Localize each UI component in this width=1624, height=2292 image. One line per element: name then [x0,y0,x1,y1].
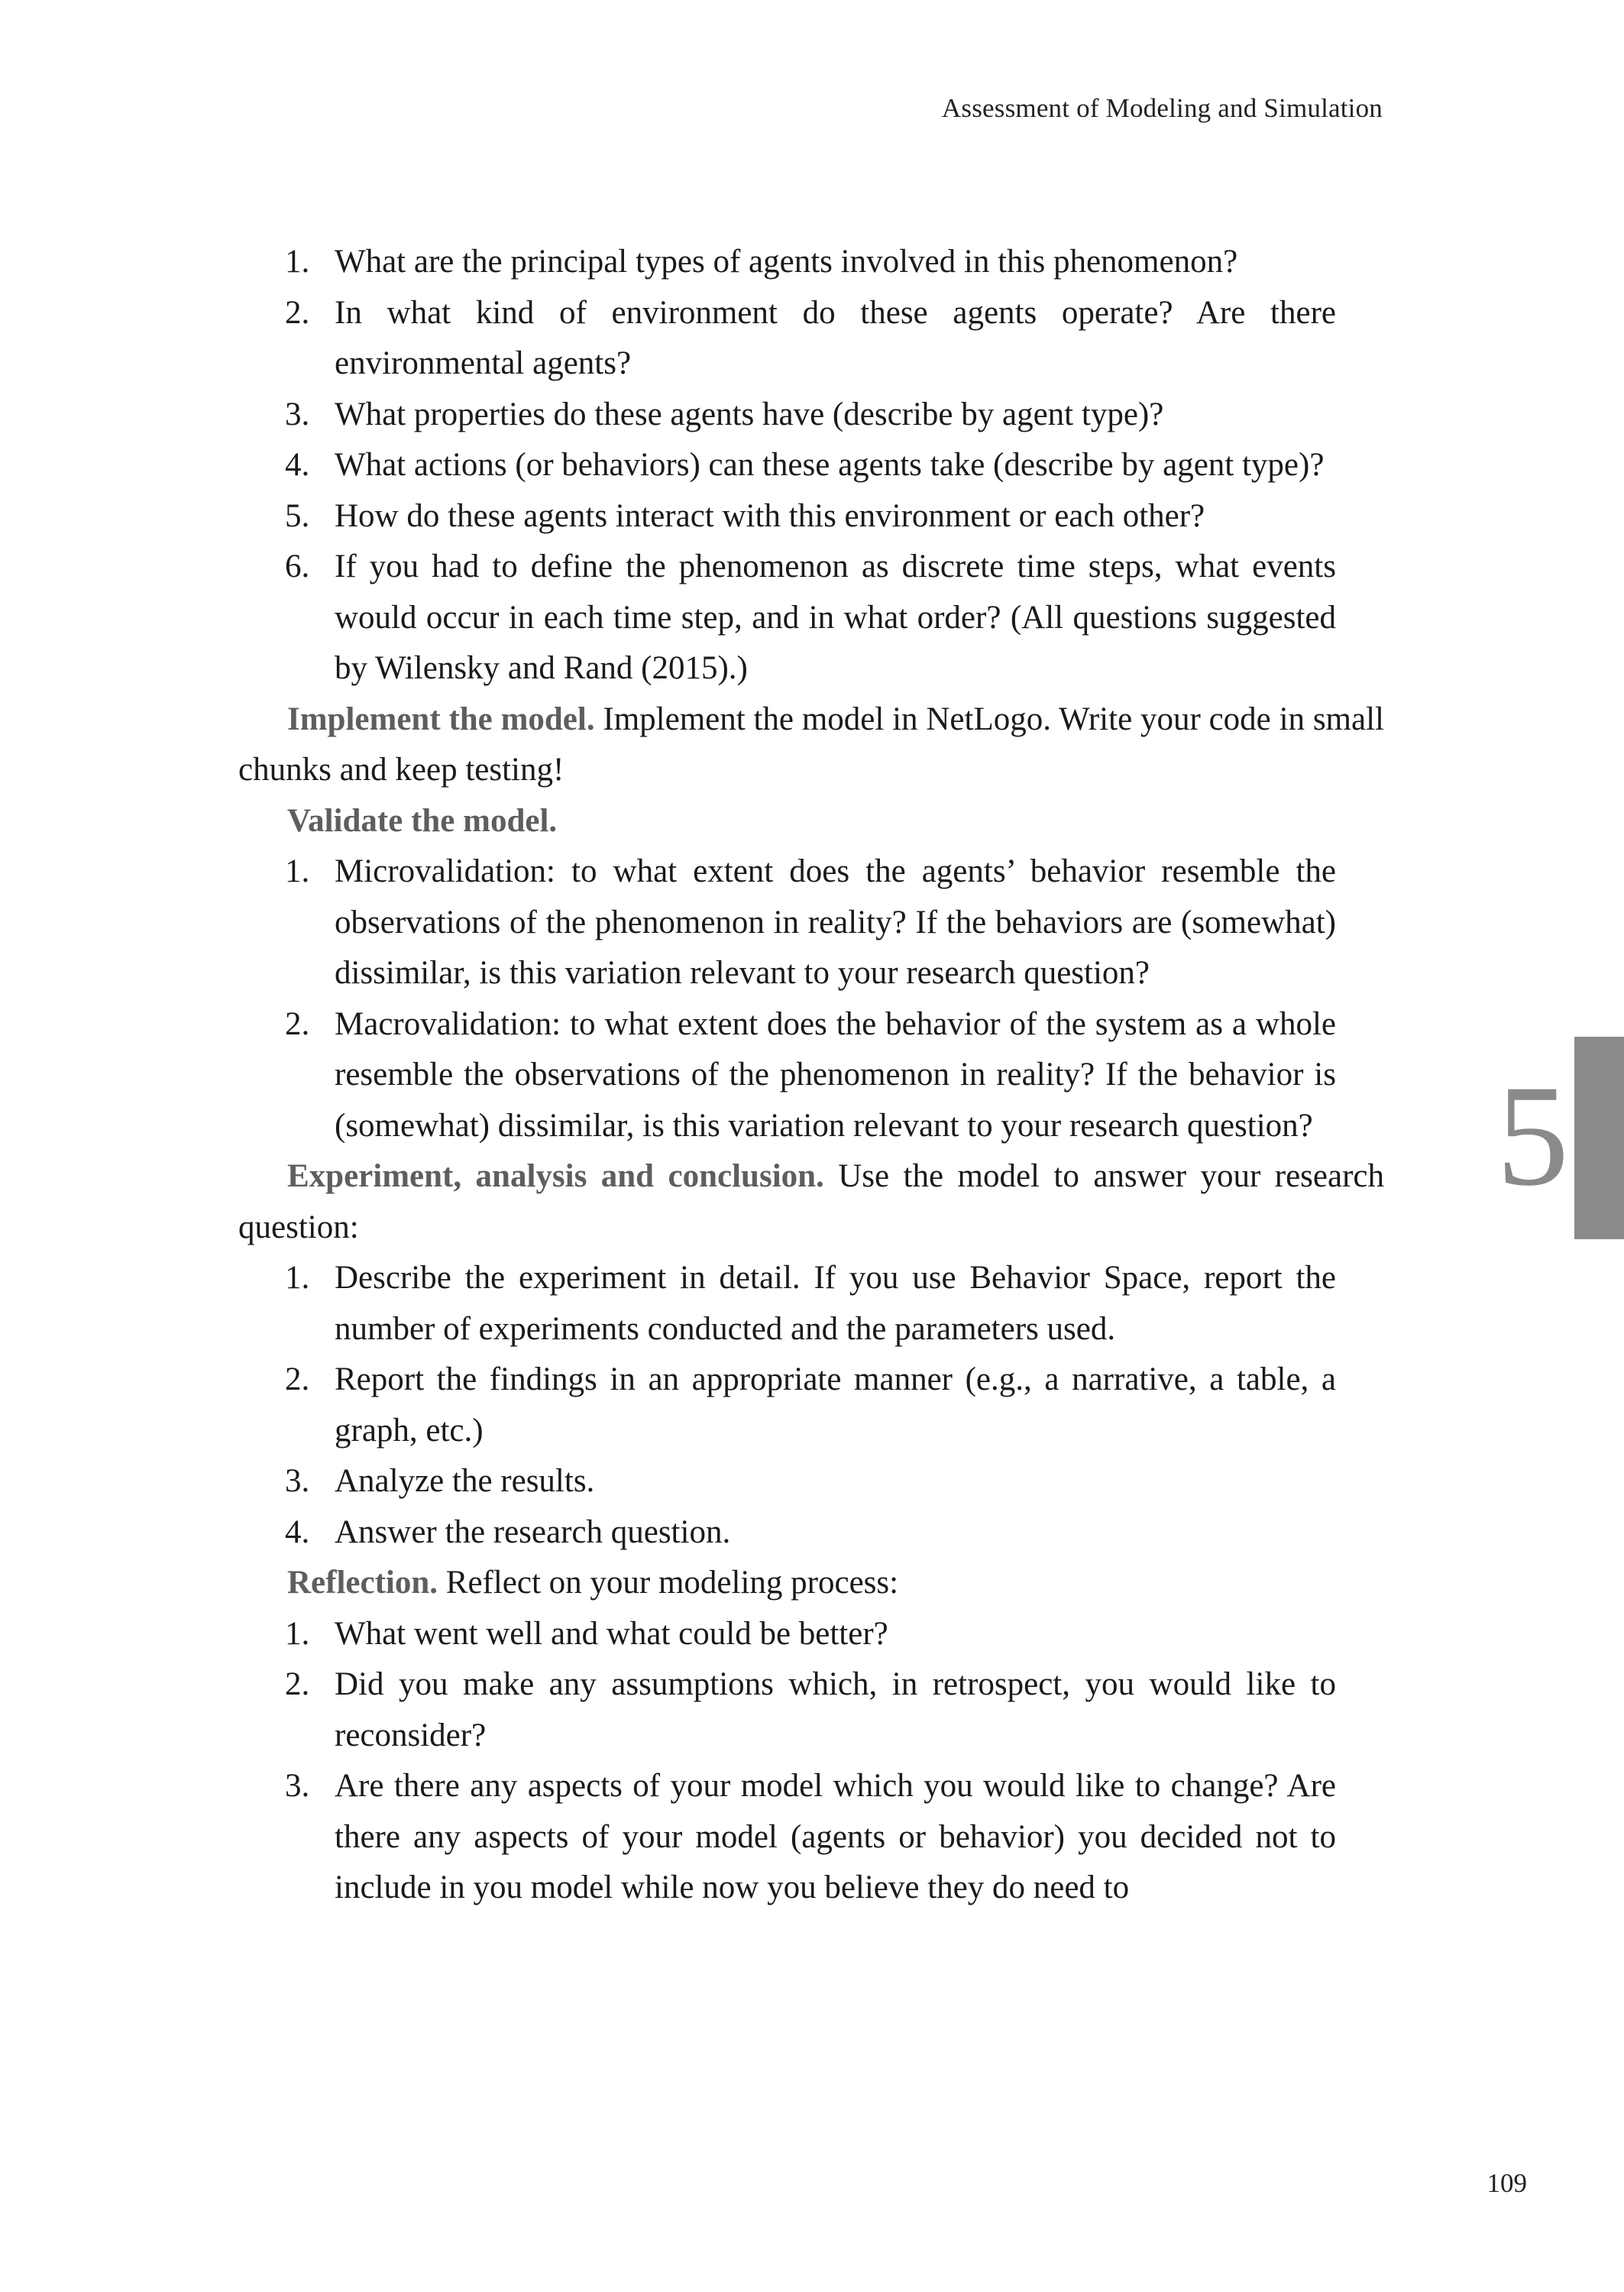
list-number: 1. [285,1615,310,1652]
list-item [285,1355,1336,1456]
list-item [285,440,1336,491]
list-number: 3. [285,396,310,432]
list-item-text: Did you make any assumptions which, in retrospect, you would like to reconsider? [335,1666,1336,1753]
list-item-text: Analyze the results. [335,1463,595,1499]
list-number: 3. [285,1768,310,1804]
list-item [285,999,1336,1152]
list-item-text: Report the findings in an appropriate manner (e.g., a narrative, a table, a graph, etc.) [335,1361,1336,1449]
running-header: Assessment of Modeling and Simulation [941,93,1383,123]
implement-text: Implement the model in NetLogo. Write your code in small chunks and keep testing! [238,701,1384,788]
experiment-paragraph [238,1151,1384,1253]
agent-questions-list [285,237,1336,694]
body-text [238,237,1384,1914]
list-item-text: Macrovalidation: to what extent does the behavior of the system as a whole resemble the observations of the phenomenon in reality? If the behavior is (somewhat) dissimilar, is this variation relevant to your research question? [335,1005,1336,1144]
list-item-text: Answer the research question. [335,1513,731,1550]
list-item [285,1609,1336,1660]
list-number: 5. [285,497,310,534]
validate-heading: Validate the model. [287,802,558,839]
list-item-text: What properties do these agents have (describe by agent type)? [335,396,1164,432]
list-number: 6. [285,549,310,584]
list-item-text: What are the principal types of agents involved in this phenomenon? [335,244,1238,280]
list-number: 2. [285,1361,310,1397]
validate-paragraph [238,796,1384,847]
reflection-list [285,1609,1336,1914]
list-item [285,1456,1336,1507]
list-number: 3. [285,1463,310,1499]
list-item [285,288,1336,390]
reflection-heading: Reflection. [287,1565,438,1601]
page-number: 109 [1487,2168,1527,2198]
list-item [285,542,1336,694]
list-number: 4. [285,1513,310,1550]
list-item-text: Microvalidation: to what extent does the agents’ behavior resemble the observations of the phenomenon in reality? If the behaviors are (somewhat) dissimilar, is this variation relevant to your research question? [335,853,1336,991]
implement-paragraph [238,694,1384,796]
list-item [285,1253,1336,1355]
list-number: 2. [285,1666,310,1702]
chapter-number: 5 [1496,1056,1569,1216]
list-number: 1. [285,1260,310,1296]
reflection-text: Reflect on your modeling process: [438,1565,899,1601]
list-item-text: If you had to define the phenomenon as discrete time steps, what events would occur in each time step, and in what order? (All questions suggested by Wilensky and Rand (2015).) [335,549,1336,686]
implement-heading: Implement the model. [287,701,595,737]
list-item [285,1659,1336,1761]
list-number: 2. [285,294,310,331]
list-number: 2. [285,1005,310,1042]
list-item-text: In what kind of environment do these agents operate? Are there environmental agents? [335,294,1336,381]
list-item-text: Describe the experiment in detail. If you use Behavior Space, report the number of experiments conducted and the parameters used. [335,1260,1336,1347]
list-number: 1. [285,244,310,280]
list-item-text: What went well and what could be better? [335,1615,888,1652]
experiment-heading: Experiment, analysis and conclusion. [287,1158,824,1194]
list-item [285,1761,1336,1914]
list-item [285,390,1336,441]
experiment-text: Use the model to answer your research question: [238,1158,1384,1245]
list-item [285,237,1336,288]
list-number: 4. [285,447,310,483]
chapter-thumb-tab [1574,1037,1624,1239]
experiment-list [285,1253,1336,1558]
list-item [285,847,1336,999]
list-number: 1. [285,853,310,889]
list-item-text: What actions (or behaviors) can these agents take (describe by agent type)? [335,447,1325,483]
reflection-paragraph [238,1558,1384,1609]
list-item-text: How do these agents interact with this environment or each other? [335,497,1205,534]
list-item-text: Are there any aspects of your model which you would like to change? Are there any aspects of your model (agents or behavior) you decided not to include in you model while now you believe they do need to [335,1768,1336,1905]
validate-list [285,847,1336,1151]
list-item [285,491,1336,542]
list-item [285,1507,1336,1559]
